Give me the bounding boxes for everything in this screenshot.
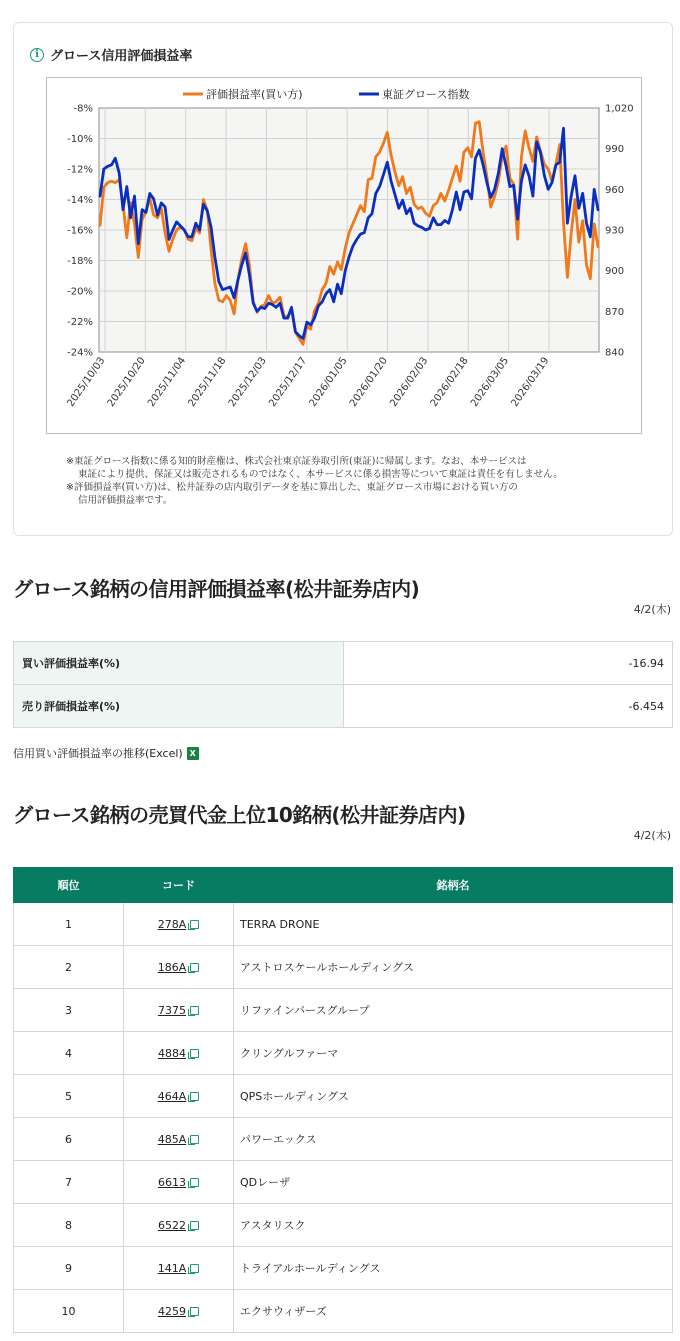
margin-chart-card xyxy=(13,22,673,536)
x-tick-label: 2026/02/03 xyxy=(388,355,431,409)
table-row xyxy=(14,1290,673,1333)
ranking-date: 4/2(木) xyxy=(633,829,671,842)
stock-code-link[interactable]: 6522 xyxy=(158,1218,186,1232)
excel-link-text[interactable]: 信用買い評価損益率の推移(Excel) xyxy=(13,747,183,760)
rank-cell: 3 xyxy=(14,989,124,1032)
rank-cell: 6 xyxy=(14,1118,124,1161)
copy-icon[interactable] xyxy=(190,1307,199,1316)
y-right-tick-label: 900 xyxy=(605,266,625,278)
code-cell xyxy=(124,1290,234,1333)
table-row xyxy=(14,1247,673,1290)
copy-icon[interactable] xyxy=(190,1264,199,1273)
y-left-tick-label: -24% xyxy=(67,347,93,359)
y-right-tick-label: 990 xyxy=(605,144,625,156)
stock-code-link[interactable]: 186A xyxy=(157,960,187,974)
legend-label: 評価損益率(買い方) xyxy=(206,88,303,101)
y-left-tick-label: -16% xyxy=(67,225,93,237)
ranking-table xyxy=(13,867,673,1333)
table-row xyxy=(14,1032,673,1075)
line-chart xyxy=(47,78,641,433)
stock-name: TERRA DRONE xyxy=(234,903,673,946)
rank-cell: 2 xyxy=(14,946,124,989)
rank-cell: 10 xyxy=(14,1290,124,1333)
table-row xyxy=(14,1161,673,1204)
x-tick-label: 2025/11/18 xyxy=(186,355,229,409)
ranking-heading: グロース銘柄の売買代金上位10銘柄(松井証券店内) xyxy=(13,803,466,827)
y-left-tick-label: -12% xyxy=(67,164,93,176)
note-line: ※評価損益率(買い方)は、松井証券の店内取引データを基に算出した、東証グロース市場における買い方の xyxy=(66,482,518,493)
y-left-tick-label: -20% xyxy=(67,286,93,298)
margin-rate-date: 4/2(木) xyxy=(633,603,671,616)
copy-icon[interactable] xyxy=(190,1221,199,1230)
stock-code-link[interactable]: 4259 xyxy=(158,1304,186,1318)
table-row xyxy=(14,1118,673,1161)
note-line: 東証により提供、保証又は販売されるものではなく、本サービスに係る損害等について東証は責任を有しません。 xyxy=(78,469,563,480)
excel-download-link[interactable] xyxy=(13,745,199,761)
stock-name: QPSホールディングス xyxy=(234,1075,673,1118)
stock-name: QDレーザ xyxy=(234,1161,673,1204)
y-right-tick-label: 960 xyxy=(605,184,625,196)
x-tick-label: 2026/03/05 xyxy=(469,355,512,409)
rank-header: 順位 xyxy=(14,868,124,903)
y-right-tick-label: 1,020 xyxy=(605,103,634,115)
x-tick-label: 2025/12/03 xyxy=(226,355,269,409)
copy-icon[interactable] xyxy=(190,1178,199,1187)
note-line: ※東証グロース指数に係る知的財産権は、株式会社東京証券取引所(東証)に帰属します。なお、本サービスは xyxy=(66,456,527,467)
table-row xyxy=(14,685,673,728)
table-row xyxy=(14,903,673,946)
y-right-tick-label: 840 xyxy=(605,347,625,359)
stock-name: パワーエックス xyxy=(234,1118,673,1161)
copy-icon[interactable] xyxy=(190,1049,199,1058)
copy-icon[interactable] xyxy=(190,963,199,972)
code-cell xyxy=(124,1075,234,1118)
margin-chart-title-text: グロース信用評価損益率 xyxy=(50,49,193,64)
stock-code-link[interactable]: 6613 xyxy=(158,1175,186,1189)
x-tick-label: 2025/10/20 xyxy=(105,355,148,409)
rank-cell: 1 xyxy=(14,903,124,946)
table-row xyxy=(14,1204,673,1247)
buy-rate-value: -16.94 xyxy=(344,642,673,685)
code-cell xyxy=(124,989,234,1032)
stock-code-link[interactable]: 4884 xyxy=(158,1046,186,1060)
info-icon[interactable]: i xyxy=(30,48,44,62)
y-left-tick-label: -14% xyxy=(67,195,93,206)
x-tick-label: 2026/01/05 xyxy=(307,355,350,409)
stock-code-link[interactable]: 485A xyxy=(157,1132,187,1146)
table-row xyxy=(14,642,673,685)
code-cell xyxy=(124,1161,234,1204)
legend-label: 東証グロース指数 xyxy=(382,88,470,101)
stock-code-link[interactable]: 278A xyxy=(157,917,187,931)
rank-cell: 4 xyxy=(14,1032,124,1075)
rank-cell: 8 xyxy=(14,1204,124,1247)
stock-name: クリングルファーマ xyxy=(234,1032,673,1075)
y-left-tick-label: -22% xyxy=(67,317,93,328)
table-header-row xyxy=(14,868,673,903)
excel-file-icon[interactable]: X xyxy=(187,747,199,760)
rank-cell: 5 xyxy=(14,1075,124,1118)
margin-rate-heading: グロース銘柄の信用評価損益率(松井証券店内) xyxy=(13,577,420,601)
x-tick-label: 2026/03/19 xyxy=(509,355,552,409)
margin-chart-title xyxy=(30,45,192,64)
stock-name: アストロスケールホールディングス xyxy=(234,946,673,989)
rank-cell: 7 xyxy=(14,1161,124,1204)
code-cell xyxy=(124,1118,234,1161)
y-left-tick-label: -18% xyxy=(67,256,93,267)
x-tick-label: 2025/10/03 xyxy=(65,355,108,409)
table-row xyxy=(14,989,673,1032)
buy-rate-label: 買い評価損益率(%) xyxy=(14,642,344,685)
code-cell xyxy=(124,903,234,946)
code-cell xyxy=(124,1032,234,1075)
x-tick-label: 2025/11/04 xyxy=(146,355,189,409)
code-header: コード xyxy=(124,868,234,903)
y-right-tick-label: 870 xyxy=(605,306,625,318)
sell-rate-label: 売り評価損益率(%) xyxy=(14,685,344,728)
copy-icon[interactable] xyxy=(190,1006,199,1015)
x-tick-label: 2026/01/20 xyxy=(347,355,391,409)
x-tick-label: 2026/02/18 xyxy=(428,355,471,409)
chart-container xyxy=(46,77,642,434)
code-cell xyxy=(124,1204,234,1247)
stock-code-link[interactable]: 7375 xyxy=(158,1003,186,1017)
copy-icon[interactable] xyxy=(190,1092,199,1101)
stock-name: リファインバースグループ xyxy=(234,989,673,1032)
stock-code-link[interactable]: 141A xyxy=(157,1261,187,1275)
name-header: 銘柄名 xyxy=(234,868,673,903)
table-row xyxy=(14,946,673,989)
code-cell xyxy=(124,1247,234,1290)
stock-name: アスタリスク xyxy=(234,1204,673,1247)
copy-icon[interactable] xyxy=(190,1135,199,1144)
y-right-tick-label: 930 xyxy=(605,225,625,237)
chart-notes xyxy=(66,455,666,507)
stock-code-link[interactable]: 464A xyxy=(157,1089,187,1103)
table-row xyxy=(14,1075,673,1118)
stock-name: トライアルホールディングス xyxy=(234,1247,673,1290)
x-tick-label: 2025/12/17 xyxy=(267,355,310,409)
margin-rate-table xyxy=(13,641,673,728)
code-cell xyxy=(124,946,234,989)
sell-rate-value: -6.454 xyxy=(344,685,673,728)
y-left-tick-label: -10% xyxy=(67,134,93,145)
rank-cell: 9 xyxy=(14,1247,124,1290)
note-line: 信用評価損益率です。 xyxy=(78,495,173,506)
stock-name: エクサウィザーズ xyxy=(234,1290,673,1333)
copy-icon[interactable] xyxy=(190,920,199,929)
y-left-tick-label: -8% xyxy=(73,103,93,115)
